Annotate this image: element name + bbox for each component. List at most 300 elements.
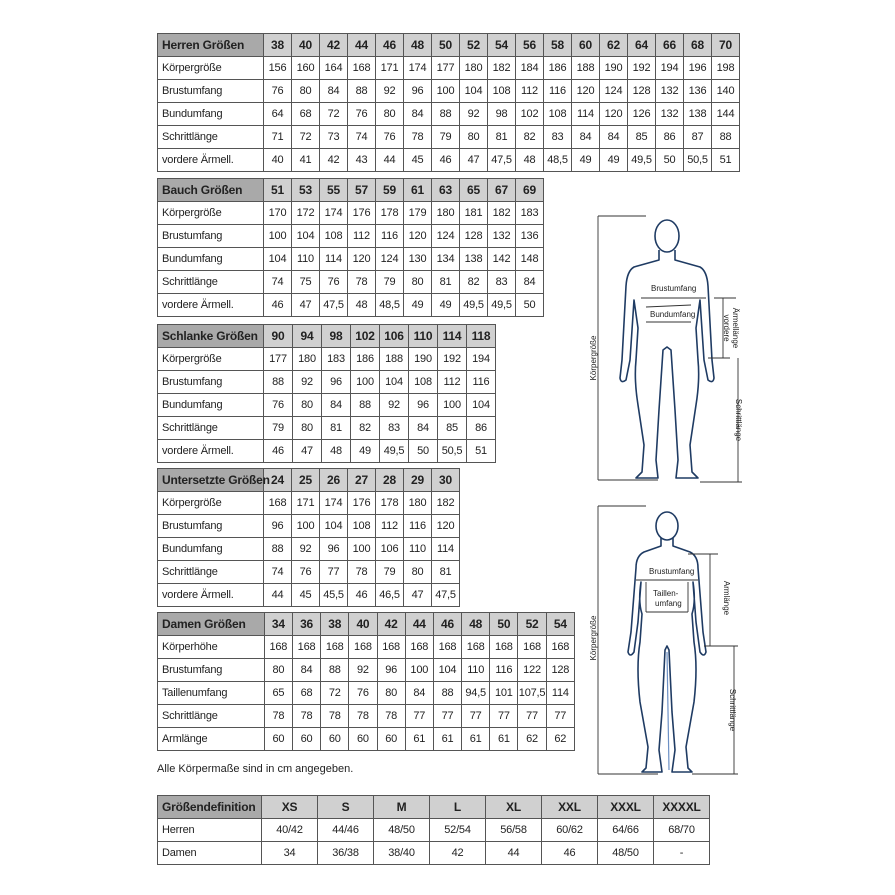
size-header: 66 [656, 34, 684, 57]
table-cell: 168 [433, 636, 461, 659]
size-header: XXXXL [654, 796, 710, 819]
table-cell: 188 [572, 57, 600, 80]
table-cell: 96 [404, 80, 432, 103]
table-cell: 110 [292, 248, 320, 271]
table-row [158, 492, 460, 515]
table-cell: 77 [546, 705, 574, 728]
table-cell: 40 [264, 149, 292, 172]
table-row [158, 728, 575, 751]
table-cell: 47 [404, 584, 432, 607]
table-cell: 80 [404, 271, 432, 294]
table-cell: 142 [488, 248, 516, 271]
table-cell: 80 [376, 103, 404, 126]
table-row [158, 659, 575, 682]
row-label: Brustumfang [158, 371, 264, 394]
table-cell: 83 [488, 271, 516, 294]
table-row [158, 561, 460, 584]
table-cell: 92 [292, 538, 320, 561]
table-cell: 75 [292, 271, 320, 294]
table-cell: 100 [405, 659, 433, 682]
table-cell: 92 [349, 659, 377, 682]
table-header-row [158, 325, 496, 348]
bundumfang-label: Bundumfang [650, 310, 696, 319]
table-cell: - [654, 842, 710, 865]
table-cell: 34 [262, 842, 318, 865]
row-label: Bundumfang [158, 394, 264, 417]
table-title: Damen Größen [158, 613, 265, 636]
table-cell: 126 [628, 103, 656, 126]
table-row [158, 584, 460, 607]
table-cell: 48,5 [544, 149, 572, 172]
table-cell: 77 [320, 561, 348, 584]
table-cell: 107,5 [518, 682, 546, 705]
table-cell: 88 [348, 80, 376, 103]
table-cell: 77 [405, 705, 433, 728]
table-cell: 114 [320, 248, 348, 271]
table-cell: 120 [404, 225, 432, 248]
table-cell: 136 [684, 80, 712, 103]
table-cell: 76 [348, 103, 376, 126]
table-cell: 46 [264, 440, 293, 463]
size-header: 28 [376, 469, 404, 492]
table-cell: 81 [432, 561, 460, 584]
table-cell: 79 [376, 561, 404, 584]
table-cell: 48,5 [376, 294, 404, 317]
table-cell: 168 [377, 636, 405, 659]
table-cell: 78 [404, 126, 432, 149]
female-body-figure [589, 502, 746, 780]
table-cell: 178 [376, 492, 404, 515]
table-cell: 80 [377, 682, 405, 705]
table-cell: 84 [320, 80, 348, 103]
table-cell: 47,5 [432, 584, 460, 607]
table-cell: 168 [264, 636, 292, 659]
table-cell: 108 [409, 371, 438, 394]
table-cell: 62 [518, 728, 546, 751]
size-header: 42 [377, 613, 405, 636]
table-cell: 84 [405, 682, 433, 705]
table-cell: 114 [432, 538, 460, 561]
size-header: 58 [544, 34, 572, 57]
table-cell: 190 [600, 57, 628, 80]
table-cell: 45 [404, 149, 432, 172]
row-label: Armlänge [158, 728, 265, 751]
table-cell: 62 [546, 728, 574, 751]
table-cell: 182 [488, 57, 516, 80]
table-cell: 78 [377, 705, 405, 728]
untersetzte-size-table [157, 468, 460, 607]
size-header: 98 [322, 325, 351, 348]
male-body-figure [589, 210, 746, 488]
table-cell: 132 [656, 103, 684, 126]
table-header-row [158, 34, 740, 57]
table-cell: 50 [409, 440, 438, 463]
table-cell: 96 [264, 515, 292, 538]
table-cell: 77 [433, 705, 461, 728]
row-label: Brustumfang [158, 80, 264, 103]
table-cell: 179 [404, 202, 432, 225]
table-cell: 86 [467, 417, 496, 440]
size-definition-table [157, 795, 710, 865]
table-cell: 178 [376, 202, 404, 225]
table-cell: 102 [516, 103, 544, 126]
size-header: 65 [460, 179, 488, 202]
table-cell: 122 [518, 659, 546, 682]
koerpergroesse-label: Körpergröße [589, 615, 598, 661]
size-header: 64 [628, 34, 656, 57]
table-cell: 100 [348, 538, 376, 561]
size-header: 50 [432, 34, 460, 57]
table-cell: 140 [712, 80, 740, 103]
table-cell: 84 [600, 126, 628, 149]
brustumfang-label: Brustumfang [649, 567, 695, 576]
row-label: Herren [158, 819, 262, 842]
table-cell: 164 [320, 57, 348, 80]
table-row [158, 705, 575, 728]
row-label: Brustumfang [158, 515, 264, 538]
table-cell: 112 [376, 515, 404, 538]
size-header: 94 [293, 325, 322, 348]
size-header: 27 [348, 469, 376, 492]
table-cell: 61 [490, 728, 518, 751]
table-cell: 78 [264, 705, 292, 728]
size-header: 118 [467, 325, 496, 348]
table-cell: 100 [292, 515, 320, 538]
table-cell: 186 [544, 57, 572, 80]
table-header-row [158, 796, 710, 819]
table-header-row [158, 613, 575, 636]
table-title: Größendefinition [158, 796, 262, 819]
size-header: 102 [351, 325, 380, 348]
table-cell: 74 [348, 126, 376, 149]
table-header-row [158, 469, 460, 492]
table-cell: 36/38 [318, 842, 374, 865]
table-cell: 144 [712, 103, 740, 126]
table-cell: 48 [516, 149, 544, 172]
size-header: 52 [460, 34, 488, 57]
table-cell: 76 [320, 271, 348, 294]
size-header: 53 [292, 179, 320, 202]
table-cell: 78 [292, 705, 320, 728]
table-cell: 52/54 [430, 819, 486, 842]
table-cell: 104 [460, 80, 488, 103]
size-header: 40 [292, 34, 320, 57]
table-cell: 194 [467, 348, 496, 371]
table-row [158, 294, 544, 317]
size-header: 63 [432, 179, 460, 202]
table-cell: 181 [460, 202, 488, 225]
table-cell: 174 [404, 57, 432, 80]
row-label: vordere Ärmell. [158, 149, 264, 172]
table-cell: 170 [264, 202, 292, 225]
table-cell: 88 [264, 538, 292, 561]
table-cell: 194 [656, 57, 684, 80]
table-cell: 136 [516, 225, 544, 248]
table-row [158, 515, 460, 538]
table-row [158, 80, 740, 103]
table-cell: 112 [348, 225, 376, 248]
size-header: 110 [409, 325, 438, 348]
table-cell: 78 [321, 705, 349, 728]
table-cell: 88 [712, 126, 740, 149]
table-cell: 48 [322, 440, 351, 463]
table-cell: 38/40 [374, 842, 430, 865]
table-header-row [158, 179, 544, 202]
table-cell: 49 [600, 149, 628, 172]
table-cell: 168 [546, 636, 574, 659]
table-row [158, 819, 710, 842]
table-cell: 156 [264, 57, 292, 80]
size-header: 42 [320, 34, 348, 57]
table-cell: 174 [320, 492, 348, 515]
table-cell: 81 [488, 126, 516, 149]
size-header: 38 [264, 34, 292, 57]
table-cell: 120 [432, 515, 460, 538]
table-cell: 61 [433, 728, 461, 751]
size-header: S [318, 796, 374, 819]
size-header: 61 [404, 179, 432, 202]
table-cell: 128 [546, 659, 574, 682]
size-header: 50 [490, 613, 518, 636]
table-cell: 160 [292, 57, 320, 80]
size-header: 26 [320, 469, 348, 492]
table-cell: 83 [544, 126, 572, 149]
table-row [158, 271, 544, 294]
table-cell: 198 [712, 57, 740, 80]
table-cell: 86 [656, 126, 684, 149]
table-cell: 88 [432, 103, 460, 126]
table-cell: 94,5 [462, 682, 490, 705]
table-cell: 47 [292, 294, 320, 317]
table-cell: 80 [292, 80, 320, 103]
table-cell: 50,5 [438, 440, 467, 463]
table-cell: 112 [516, 80, 544, 103]
table-cell: 176 [348, 492, 376, 515]
table-cell: 76 [264, 80, 292, 103]
size-header: 59 [376, 179, 404, 202]
table-cell: 79 [432, 126, 460, 149]
bauch-size-table [157, 178, 544, 317]
size-header: 25 [292, 469, 320, 492]
table-cell: 43 [348, 149, 376, 172]
table-cell: 82 [460, 271, 488, 294]
table-cell: 138 [684, 103, 712, 126]
table-cell: 48/50 [374, 819, 430, 842]
table-cell: 76 [264, 394, 293, 417]
size-header: 70 [712, 34, 740, 57]
armlaenge-label: Armlänge [722, 580, 731, 616]
table-cell: 168 [348, 57, 376, 80]
schrittlaenge-label: Schrittlänge [734, 398, 743, 442]
table-cell: 168 [405, 636, 433, 659]
table-row [158, 842, 710, 865]
table-cell: 190 [409, 348, 438, 371]
table-cell: 84 [322, 394, 351, 417]
table-cell: 120 [572, 80, 600, 103]
table-cell: 81 [322, 417, 351, 440]
vordere-aermel-label-2: Ärmellänge [731, 307, 740, 349]
table-cell: 48/50 [598, 842, 654, 865]
table-cell: 85 [438, 417, 467, 440]
row-label: Bundumfang [158, 103, 264, 126]
table-cell: 44 [486, 842, 542, 865]
table-cell: 100 [264, 225, 292, 248]
table-cell: 196 [684, 57, 712, 80]
row-label: Bundumfang [158, 248, 264, 271]
table-cell: 134 [432, 248, 460, 271]
schlanke-size-table [157, 324, 496, 463]
table-cell: 180 [432, 202, 460, 225]
size-header: 114 [438, 325, 467, 348]
table-cell: 40/42 [262, 819, 318, 842]
table-cell: 98 [488, 103, 516, 126]
table-cell: 116 [404, 515, 432, 538]
table-cell: 180 [404, 492, 432, 515]
table-cell: 110 [404, 538, 432, 561]
size-header: M [374, 796, 430, 819]
table-cell: 124 [376, 248, 404, 271]
table-cell: 79 [376, 271, 404, 294]
size-header: 54 [546, 613, 574, 636]
table-cell: 82 [516, 126, 544, 149]
row-label: Bundumfang [158, 538, 264, 561]
row-label: Schrittlänge [158, 705, 265, 728]
table-cell: 116 [490, 659, 518, 682]
table-row [158, 682, 575, 705]
size-header: 44 [348, 34, 376, 57]
size-header: 57 [348, 179, 376, 202]
row-label: vordere Ärmell. [158, 294, 264, 317]
table-cell: 168 [292, 636, 320, 659]
table-cell: 114 [572, 103, 600, 126]
table-cell: 49 [572, 149, 600, 172]
size-header: XS [262, 796, 318, 819]
table-cell: 96 [322, 371, 351, 394]
size-header: 56 [516, 34, 544, 57]
row-label: Körpergröße [158, 348, 264, 371]
table-cell: 104 [433, 659, 461, 682]
row-label: Brustumfang [158, 659, 265, 682]
row-label: Brustumfang [158, 225, 264, 248]
table-title: Untersetzte Größen [158, 469, 264, 492]
table-cell: 51 [467, 440, 496, 463]
size-header: 46 [433, 613, 461, 636]
table-cell: 73 [320, 126, 348, 149]
table-cell: 188 [380, 348, 409, 371]
row-label: Körpergröße [158, 57, 264, 80]
table-cell: 45 [292, 584, 320, 607]
table-cell: 128 [460, 225, 488, 248]
row-label: Schrittlänge [158, 126, 264, 149]
table-cell: 80 [460, 126, 488, 149]
table-cell: 44 [376, 149, 404, 172]
table-cell: 104 [264, 248, 292, 271]
table-cell: 42 [320, 149, 348, 172]
table-cell: 172 [292, 202, 320, 225]
table-cell: 120 [348, 248, 376, 271]
row-label: Schrittlänge [158, 417, 264, 440]
table-cell: 76 [349, 682, 377, 705]
size-header: 48 [462, 613, 490, 636]
size-header: L [430, 796, 486, 819]
table-cell: 72 [292, 126, 320, 149]
table-cell: 186 [351, 348, 380, 371]
table-cell: 42 [430, 842, 486, 865]
table-cell: 48 [348, 294, 376, 317]
table-cell: 80 [293, 417, 322, 440]
size-header: XL [486, 796, 542, 819]
table-cell: 44 [264, 584, 292, 607]
size-header: 62 [600, 34, 628, 57]
size-header: 46 [376, 34, 404, 57]
table-cell: 47 [293, 440, 322, 463]
table-cell: 92 [380, 394, 409, 417]
table-cell: 183 [516, 202, 544, 225]
size-header: 44 [405, 613, 433, 636]
table-cell: 80 [293, 394, 322, 417]
table-cell: 108 [320, 225, 348, 248]
table-cell: 68 [292, 103, 320, 126]
table-cell: 130 [404, 248, 432, 271]
table-cell: 46 [432, 149, 460, 172]
table-cell: 96 [320, 538, 348, 561]
table-cell: 60 [264, 728, 292, 751]
table-cell: 84 [516, 271, 544, 294]
table-cell: 168 [490, 636, 518, 659]
table-cell: 174 [320, 202, 348, 225]
table-cell: 78 [349, 705, 377, 728]
table-cell: 68/70 [654, 819, 710, 842]
table-cell: 108 [348, 515, 376, 538]
table-cell: 84 [404, 103, 432, 126]
row-label: Schrittlänge [158, 561, 264, 584]
table-cell: 171 [292, 492, 320, 515]
table-row [158, 538, 460, 561]
table-row [158, 149, 740, 172]
table-cell: 83 [380, 417, 409, 440]
row-label: Damen [158, 842, 262, 865]
table-cell: 104 [380, 371, 409, 394]
table-row [158, 225, 544, 248]
table-cell: 49,5 [380, 440, 409, 463]
table-cell: 180 [460, 57, 488, 80]
table-cell: 84 [292, 659, 320, 682]
damen-size-table [157, 612, 575, 751]
table-cell: 96 [409, 394, 438, 417]
table-cell: 82 [351, 417, 380, 440]
table-cell: 60 [321, 728, 349, 751]
table-cell: 76 [292, 561, 320, 584]
size-header: 69 [516, 179, 544, 202]
size-header: 40 [349, 613, 377, 636]
table-row [158, 371, 496, 394]
herren-size-table [157, 33, 740, 172]
table-cell: 49,5 [488, 294, 516, 317]
size-header: 36 [292, 613, 320, 636]
table-row [158, 103, 740, 126]
koerpergroesse-label: Körpergröße [589, 335, 598, 381]
table-cell: 46 [542, 842, 598, 865]
table-cell: 50 [516, 294, 544, 317]
table-cell: 74 [264, 271, 292, 294]
table-cell: 168 [349, 636, 377, 659]
table-cell: 84 [409, 417, 438, 440]
table-cell: 192 [438, 348, 467, 371]
table-cell: 182 [488, 202, 516, 225]
table-cell: 64 [264, 103, 292, 126]
table-cell: 192 [628, 57, 656, 80]
table-cell: 64/66 [598, 819, 654, 842]
